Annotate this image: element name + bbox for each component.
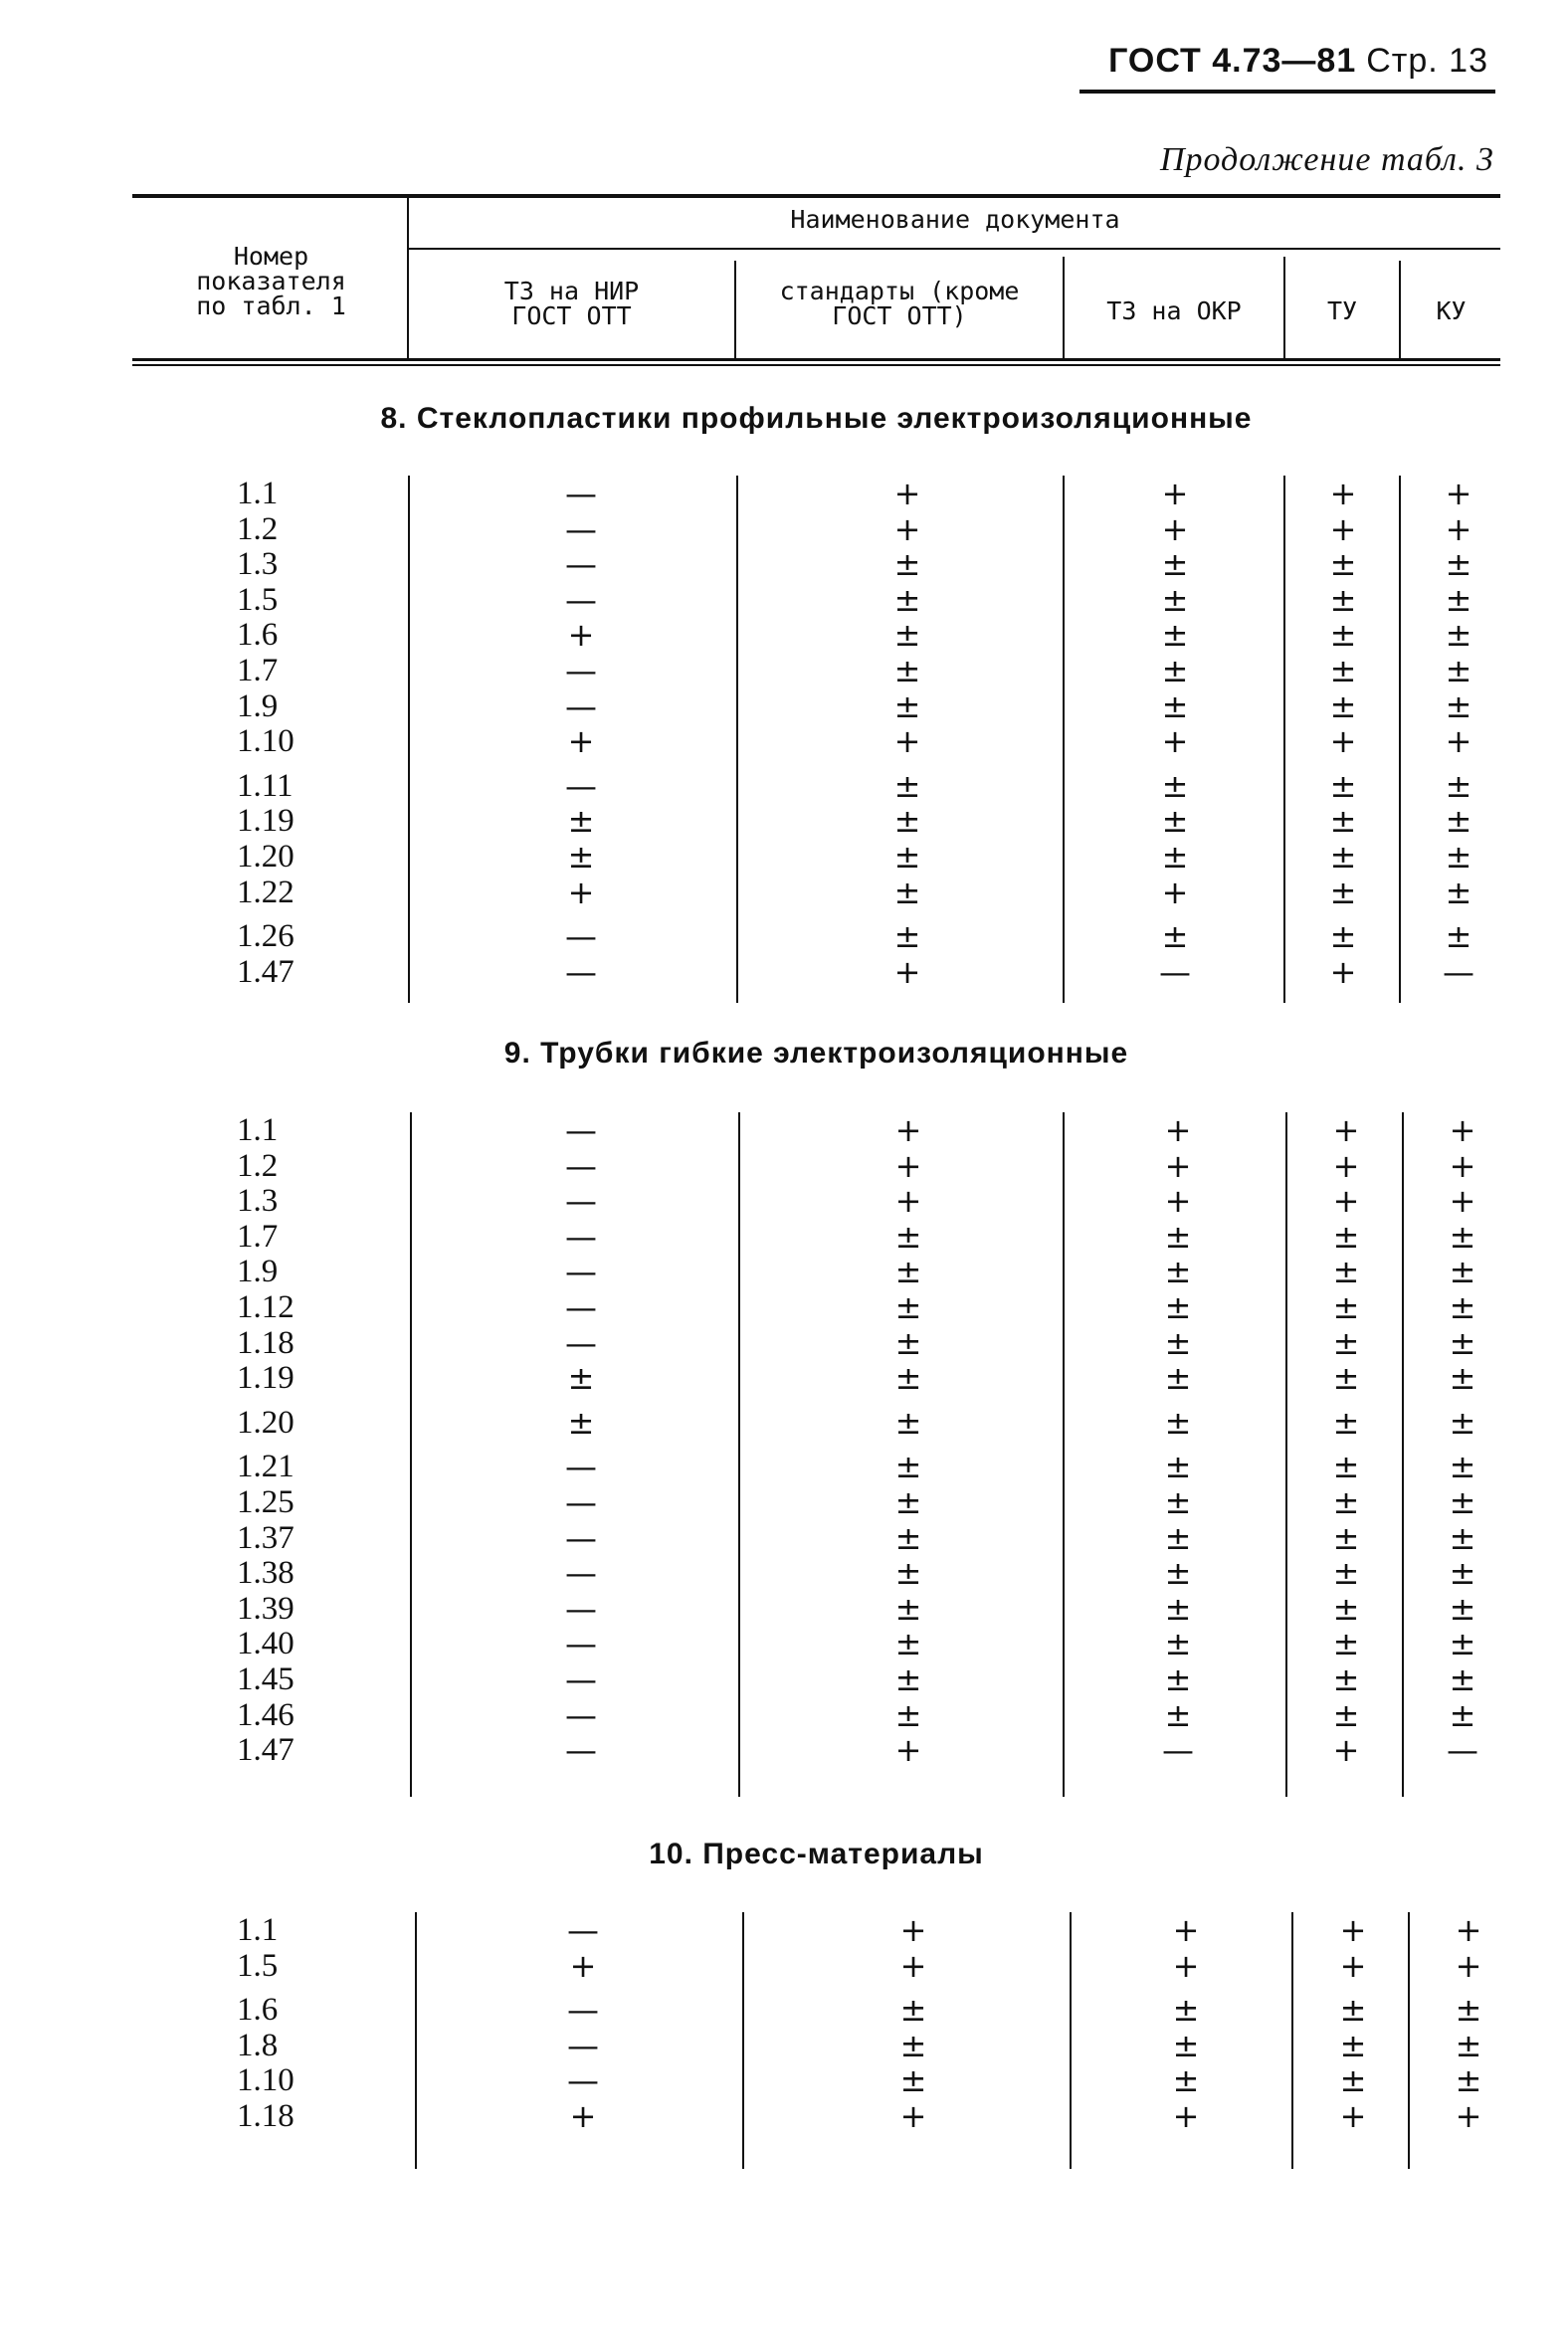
header-divider — [1063, 257, 1065, 361]
mark-standards: ± — [893, 652, 921, 689]
mark-standards: ± — [894, 1519, 922, 1557]
mark-tu: ± — [1329, 917, 1357, 955]
mark-ku: + — [1449, 1111, 1476, 1149]
indicator-number: 1.9 — [237, 1254, 279, 1289]
table-row — [0, 511, 1568, 547]
mark-tz-nir: + — [567, 874, 595, 911]
mark-tz-nir: — — [565, 581, 597, 619]
page-number: Стр. 13 — [1366, 42, 1488, 80]
mark-tz-okr: — — [1162, 1731, 1194, 1769]
mark-tz-okr: + — [1172, 2097, 1200, 2135]
mark-tu: ± — [1332, 1625, 1360, 1662]
mark-tu: + — [1332, 1731, 1360, 1769]
mark-ku: ± — [1445, 802, 1472, 840]
mark-ku: + — [1449, 1147, 1476, 1185]
indicator-number: 1.22 — [237, 875, 294, 910]
mark-tz-nir: — — [565, 687, 597, 725]
section-title: 8. Стеклопластики профильные электроизоляционные — [380, 402, 1253, 435]
table-row — [0, 723, 1568, 759]
mark-standards: + — [894, 1147, 922, 1185]
mark-tz-nir: + — [569, 2097, 597, 2135]
table-top-rule — [132, 194, 1500, 198]
mark-tz-nir: + — [569, 1947, 597, 1985]
mark-tz-okr: ± — [1161, 767, 1189, 805]
mark-tu: ± — [1339, 2061, 1367, 2099]
mark-tz-okr: ± — [1164, 1590, 1192, 1628]
indicator-number: 1.10 — [237, 723, 294, 759]
indicator-number: 1.6 — [237, 617, 279, 653]
group-header-rule — [408, 248, 1500, 250]
mark-tu: ± — [1329, 581, 1357, 619]
mark-tu: + — [1339, 2097, 1367, 2135]
mark-tu: ± — [1332, 1483, 1360, 1521]
indicator-number: 1.20 — [237, 1405, 294, 1441]
indicator-number: 1.47 — [237, 1732, 294, 1768]
mark-tu: ± — [1332, 1590, 1360, 1628]
table-row — [0, 617, 1568, 653]
table-row — [0, 1732, 1568, 1768]
indicator-number: 1.1 — [237, 1112, 279, 1148]
mark-tz-nir: — — [565, 1625, 597, 1662]
mark-tz-okr: ± — [1164, 1359, 1192, 1397]
mark-ku: ± — [1449, 1660, 1476, 1698]
mark-standards: + — [893, 953, 921, 991]
mark-tz-okr: ± — [1164, 1696, 1192, 1734]
mark-tu: ± — [1332, 1218, 1360, 1256]
table-row — [0, 954, 1568, 990]
mark-ku: ± — [1445, 838, 1472, 876]
mark-tu: ± — [1329, 652, 1357, 689]
mark-ku: ± — [1449, 1324, 1476, 1362]
indicator-number: 1.18 — [237, 1325, 294, 1361]
header-divider — [1399, 261, 1401, 361]
header-bottom-rule — [132, 358, 1500, 361]
mark-standards: ± — [893, 687, 921, 725]
mark-tz-okr: ± — [1172, 2061, 1200, 2099]
table-row — [0, 1219, 1568, 1255]
mark-tz-nir: — — [565, 1324, 597, 1362]
mark-tz-nir: — — [565, 1288, 597, 1326]
mark-tu: ± — [1332, 1288, 1360, 1326]
mark-ku: ± — [1445, 687, 1472, 725]
table-row — [0, 1148, 1568, 1184]
mark-tu: ± — [1329, 687, 1357, 725]
indicator-number: 1.39 — [237, 1591, 294, 1627]
header-rule — [1079, 90, 1495, 94]
mark-tu: + — [1329, 475, 1357, 512]
mark-tu: ± — [1332, 1519, 1360, 1557]
table-row — [0, 1912, 1568, 1948]
mark-tz-okr: + — [1164, 1147, 1192, 1185]
mark-tz-nir: — — [567, 2027, 599, 2064]
mark-tu: ± — [1329, 874, 1357, 911]
table-row — [0, 1112, 1568, 1148]
table-row — [0, 1484, 1568, 1520]
mark-tu: ± — [1339, 1991, 1367, 2029]
indicator-number: 1.1 — [237, 1912, 279, 1948]
mark-tu: ± — [1332, 1696, 1360, 1734]
mark-tz-nir: — — [565, 510, 597, 548]
mark-standards: ± — [894, 1218, 922, 1256]
mark-tu: + — [1329, 722, 1357, 760]
mark-tz-okr: ± — [1172, 2027, 1200, 2064]
table-continuation-label: Продолжение табл. 3 — [1159, 141, 1494, 178]
table-row — [0, 582, 1568, 618]
mark-ku: ± — [1445, 545, 1472, 583]
header-divider — [407, 197, 409, 361]
mark-tu: + — [1332, 1182, 1360, 1220]
indicator-number: 1.47 — [237, 954, 294, 990]
mark-tz-okr: ± — [1164, 1218, 1192, 1256]
mark-standards: ± — [893, 802, 921, 840]
mark-standards: ± — [894, 1483, 922, 1521]
mark-tz-okr: + — [1161, 475, 1189, 512]
mark-tz-okr: ± — [1164, 1253, 1192, 1290]
mark-ku: ± — [1445, 767, 1472, 805]
mark-tz-okr: ± — [1161, 802, 1189, 840]
table-row — [0, 875, 1568, 910]
mark-tz-okr: ± — [1164, 1554, 1192, 1592]
mark-standards: + — [899, 2097, 927, 2135]
mark-tz-nir: — — [565, 475, 597, 512]
indicator-number: 1.20 — [237, 839, 294, 875]
table-row — [0, 1697, 1568, 1733]
mark-ku: + — [1445, 722, 1472, 760]
mark-tz-okr: ± — [1161, 917, 1189, 955]
mark-tz-okr: — — [1159, 953, 1191, 991]
mark-tz-okr: + — [1164, 1111, 1192, 1149]
mark-tu: + — [1329, 953, 1357, 991]
mark-tz-nir: — — [565, 1554, 597, 1592]
mark-standards: ± — [894, 1288, 922, 1326]
mark-ku: ± — [1445, 581, 1472, 619]
table-row — [0, 1520, 1568, 1556]
table-row — [0, 1289, 1568, 1325]
mark-tz-okr: ± — [1164, 1288, 1192, 1326]
mark-tz-okr: + — [1161, 510, 1189, 548]
mark-tz-nir: — — [565, 1182, 597, 1220]
header-bottom-rule-2 — [132, 364, 1500, 366]
header-divider — [1283, 257, 1285, 361]
mark-ku: + — [1445, 510, 1472, 548]
indicator-number: 1.5 — [237, 1948, 279, 1984]
indicator-number: 1.46 — [237, 1697, 294, 1733]
mark-standards: ± — [894, 1696, 922, 1734]
header-col-tu: ТУ — [1326, 296, 1358, 325]
mark-standards: ± — [893, 838, 921, 876]
mark-standards: ± — [899, 1991, 927, 2029]
mark-tu: ± — [1329, 838, 1357, 876]
table-row — [0, 1449, 1568, 1484]
mark-ku: ± — [1449, 1519, 1476, 1557]
mark-ku: ± — [1445, 652, 1472, 689]
mark-standards: ± — [893, 917, 921, 955]
indicator-number: 1.25 — [237, 1484, 294, 1520]
header-col-tz-okr: ТЗ на ОКР — [1106, 296, 1242, 325]
mark-tu: + — [1332, 1111, 1360, 1149]
mark-ku: ± — [1449, 1404, 1476, 1442]
mark-standards: ± — [894, 1625, 922, 1662]
mark-tz-nir: ± — [567, 1404, 595, 1442]
mark-tz-okr: ± — [1161, 652, 1189, 689]
mark-ku: + — [1455, 1911, 1482, 1949]
mark-ku: ± — [1449, 1288, 1476, 1326]
mark-standards: + — [893, 475, 921, 512]
indicator-number: 1.8 — [237, 2028, 279, 2063]
indicator-number: 1.38 — [237, 1555, 294, 1591]
mark-standards: + — [893, 722, 921, 760]
table-row — [0, 2062, 1568, 2098]
mark-ku: — — [1443, 953, 1474, 991]
mark-standards: ± — [894, 1448, 922, 1485]
mark-ku: ± — [1445, 616, 1472, 654]
mark-standards: + — [899, 1911, 927, 1949]
mark-tu: + — [1329, 510, 1357, 548]
mark-tz-nir: — — [565, 1147, 597, 1185]
mark-tu: ± — [1339, 2027, 1367, 2064]
mark-tu: + — [1332, 1147, 1360, 1185]
mark-tz-nir: — — [565, 1660, 597, 1698]
mark-ku: ± — [1455, 2027, 1482, 2064]
mark-ku: — — [1447, 1731, 1478, 1769]
table-row — [0, 1405, 1568, 1441]
indicator-number: 1.11 — [237, 768, 294, 804]
mark-tz-okr: ± — [1172, 1991, 1200, 2029]
table-row — [0, 839, 1568, 875]
mark-tu: ± — [1332, 1404, 1360, 1442]
mark-standards: ± — [899, 2061, 927, 2099]
mark-ku: + — [1455, 1947, 1482, 1985]
mark-tz-nir: + — [567, 616, 595, 654]
header-col-tz-nir: ТЗ на НИР ГОСТ ОТТ — [503, 277, 640, 330]
header-col-ku: КУ — [1436, 296, 1467, 325]
mark-standards: ± — [894, 1404, 922, 1442]
mark-standards: + — [899, 1947, 927, 1985]
mark-tz-okr: ± — [1164, 1625, 1192, 1662]
mark-tz-nir: — — [565, 1590, 597, 1628]
table-row — [0, 1555, 1568, 1591]
mark-tz-okr: ± — [1161, 838, 1189, 876]
mark-tz-nir: — — [567, 1911, 599, 1949]
mark-tu: ± — [1332, 1554, 1360, 1592]
table-row — [0, 688, 1568, 724]
mark-standards: ± — [893, 545, 921, 583]
mark-tz-nir: — — [565, 1483, 597, 1521]
mark-standards: ± — [894, 1324, 922, 1362]
mark-standards: ± — [894, 1359, 922, 1397]
header-col-standards: стандарты (кроме ГОСТ ОТТ) — [779, 277, 1020, 330]
table-row — [0, 1183, 1568, 1219]
header-group-document-name: Наименование документа — [790, 205, 1120, 234]
mark-ku: + — [1449, 1182, 1476, 1220]
mark-standards: + — [893, 510, 921, 548]
mark-ku: ± — [1449, 1590, 1476, 1628]
mark-standards: ± — [894, 1660, 922, 1698]
indicator-number: 1.45 — [237, 1661, 294, 1697]
mark-tu: ± — [1332, 1448, 1360, 1485]
table-row — [0, 653, 1568, 688]
mark-ku: ± — [1449, 1554, 1476, 1592]
indicator-number: 1.2 — [237, 1148, 279, 1184]
mark-tz-nir: — — [567, 1991, 599, 2029]
mark-tz-nir: — — [565, 767, 597, 805]
indicator-number: 1.2 — [237, 511, 279, 547]
mark-tz-okr: + — [1161, 874, 1189, 911]
indicator-number: 1.19 — [237, 803, 294, 839]
indicator-number: 1.21 — [237, 1449, 294, 1484]
header-divider — [734, 261, 736, 361]
mark-ku: ± — [1449, 1448, 1476, 1485]
mark-tz-okr: ± — [1164, 1519, 1192, 1557]
indicator-number: 1.3 — [237, 1183, 279, 1219]
mark-ku: ± — [1449, 1253, 1476, 1290]
mark-tz-nir: — — [565, 545, 597, 583]
mark-ku: ± — [1449, 1218, 1476, 1256]
mark-tz-okr: ± — [1161, 616, 1189, 654]
indicator-number: 1.26 — [237, 918, 294, 954]
mark-tu: ± — [1329, 767, 1357, 805]
table-row — [0, 1626, 1568, 1661]
mark-tz-nir: — — [565, 1253, 597, 1290]
mark-tz-nir: + — [567, 722, 595, 760]
mark-tz-nir: — — [565, 1218, 597, 1256]
mark-tz-nir: — — [565, 1111, 597, 1149]
mark-tu: ± — [1329, 545, 1357, 583]
indicator-number: 1.7 — [237, 653, 279, 688]
indicator-number: 1.37 — [237, 1520, 294, 1556]
mark-tu: ± — [1332, 1253, 1360, 1290]
table-row — [0, 803, 1568, 839]
mark-tz-okr: ± — [1164, 1660, 1192, 1698]
section-title: 9. Трубки гибкие электроизоляционные — [503, 1037, 1129, 1070]
mark-tz-okr: ± — [1164, 1324, 1192, 1362]
mark-standards: ± — [893, 874, 921, 911]
mark-standards: ± — [894, 1253, 922, 1290]
table-row — [0, 1591, 1568, 1627]
mark-ku: ± — [1455, 2061, 1482, 2099]
mark-ku: + — [1445, 475, 1472, 512]
indicator-number: 1.5 — [237, 582, 279, 618]
mark-ku: ± — [1445, 917, 1472, 955]
table-row — [0, 546, 1568, 582]
mark-tz-okr: ± — [1164, 1448, 1192, 1485]
mark-tu: ± — [1332, 1324, 1360, 1362]
indicator-number: 1.1 — [237, 476, 279, 511]
mark-standards: ± — [899, 2027, 927, 2064]
mark-tz-nir: — — [565, 1519, 597, 1557]
mark-tz-nir: — — [565, 953, 597, 991]
mark-tz-nir: — — [565, 652, 597, 689]
mark-ku: ± — [1449, 1483, 1476, 1521]
mark-tz-nir: — — [565, 1731, 597, 1769]
mark-standards: + — [894, 1731, 922, 1769]
indicator-number: 1.3 — [237, 546, 279, 582]
mark-standards: + — [894, 1111, 922, 1149]
section-title: 10. Пресс-материалы — [649, 1838, 984, 1870]
page-header — [1108, 42, 1488, 81]
indicator-number: 1.7 — [237, 1219, 279, 1255]
table-row — [0, 1948, 1568, 1984]
mark-tz-okr: ± — [1161, 581, 1189, 619]
mark-standards: ± — [894, 1554, 922, 1592]
mark-tz-okr: + — [1164, 1182, 1192, 1220]
table-row — [0, 768, 1568, 804]
mark-tz-okr: + — [1172, 1911, 1200, 1949]
mark-tz-okr: ± — [1161, 687, 1189, 725]
indicator-number: 1.6 — [237, 1992, 279, 2028]
mark-ku: ± — [1445, 874, 1472, 911]
indicator-number: 1.9 — [237, 688, 279, 724]
mark-tz-nir: ± — [567, 802, 595, 840]
mark-ku: ± — [1455, 1991, 1482, 2029]
table-row — [0, 1254, 1568, 1289]
mark-ku: ± — [1449, 1625, 1476, 1662]
mark-tu: + — [1339, 1911, 1367, 1949]
mark-ku: + — [1455, 2097, 1482, 2135]
mark-tz-nir: — — [565, 1696, 597, 1734]
document-id: ГОСТ 4.73—81 — [1108, 42, 1357, 80]
mark-tz-okr: ± — [1161, 545, 1189, 583]
mark-tz-okr: + — [1172, 1947, 1200, 1985]
mark-tz-okr: ± — [1164, 1404, 1192, 1442]
table-row — [0, 1992, 1568, 2028]
mark-tz-okr: ± — [1164, 1483, 1192, 1521]
mark-ku: ± — [1449, 1359, 1476, 1397]
mark-tu: ± — [1332, 1359, 1360, 1397]
mark-standards: ± — [893, 581, 921, 619]
table-row — [0, 476, 1568, 511]
mark-tz-nir: ± — [567, 1359, 595, 1397]
mark-standards: ± — [893, 616, 921, 654]
mark-tz-nir: ± — [567, 838, 595, 876]
mark-standards: ± — [894, 1590, 922, 1628]
mark-tu: ± — [1329, 802, 1357, 840]
indicator-number: 1.10 — [237, 2062, 294, 2098]
mark-tz-nir: — — [565, 1448, 597, 1485]
mark-standards: ± — [893, 767, 921, 805]
mark-tu: ± — [1329, 616, 1357, 654]
table-row — [0, 918, 1568, 954]
mark-tz-okr: + — [1161, 722, 1189, 760]
mark-standards: + — [894, 1182, 922, 1220]
indicator-number: 1.18 — [237, 2098, 294, 2134]
table-row — [0, 2098, 1568, 2134]
mark-ku: ± — [1449, 1696, 1476, 1734]
indicator-number: 1.40 — [237, 1626, 294, 1661]
table-row — [0, 1661, 1568, 1697]
table-row — [0, 1325, 1568, 1361]
indicator-number: 1.12 — [237, 1289, 294, 1325]
mark-tu: + — [1339, 1947, 1367, 1985]
table-row — [0, 1360, 1568, 1396]
mark-tz-nir: — — [565, 917, 597, 955]
indicator-number: 1.19 — [237, 1360, 294, 1396]
mark-tz-nir: — — [567, 2061, 599, 2099]
table-row — [0, 2028, 1568, 2063]
header-col-indicator-number: Номер показателя по табл. 1 — [196, 242, 346, 320]
mark-tu: ± — [1332, 1660, 1360, 1698]
